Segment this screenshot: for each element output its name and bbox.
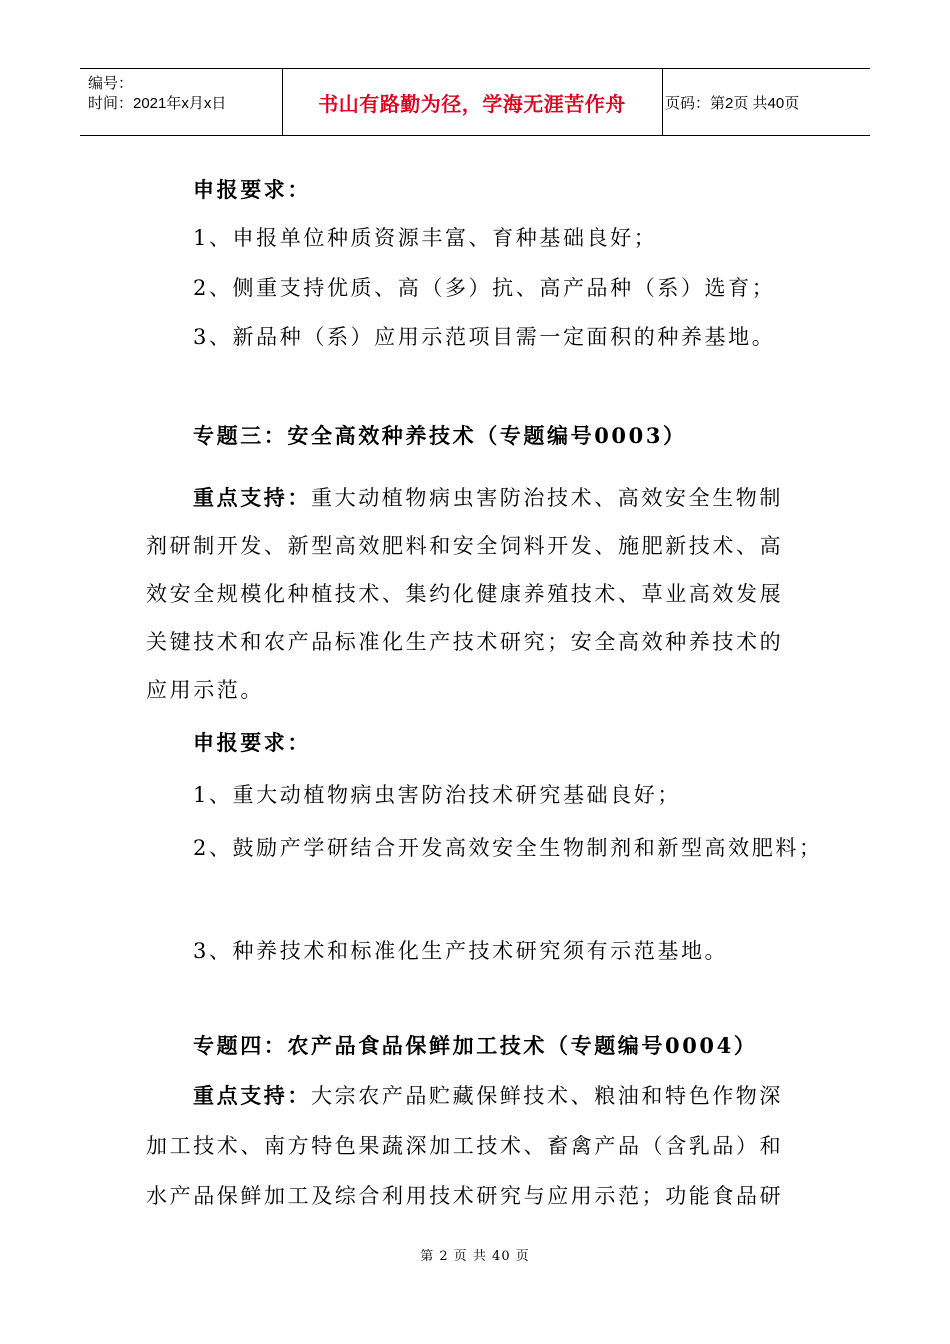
focus-label: 重点支持： (193, 485, 311, 510)
focus-text: 大宗农产品贮藏保鲜技术、粮油和特色作物深 (311, 1084, 783, 1108)
focus-paragraph-line: 加工技术、南方特色果蔬深加工技术、畜禽产品（含乳品）和 (146, 1134, 784, 1158)
focus-paragraph-line: 剂研制开发、新型高效肥料和安全饲料开发、施肥新技术、高 (146, 534, 784, 558)
focus-paragraph-line: 关键技术和农产品标准化生产技术研究；安全高效种养技术的 (146, 630, 784, 654)
topic-title: 专题三：安全高效种养技术（专题编号0003） (193, 423, 687, 448)
document-date: 时间：2021年x月x日 (88, 95, 227, 112)
focus-paragraph-line (193, 1080, 783, 1110)
requirement-item: 3、新品种（系）应用示范项目需一定面积的种养基地。 (193, 325, 776, 349)
requirement-item: 3、种养技术和标准化生产技术研究须有示范基地。 (193, 939, 729, 963)
focus-paragraph-line (193, 482, 783, 512)
focus-paragraph-line: 应用示范。 (146, 678, 264, 702)
focus-text: 重大动植物病虫害防治技术、高效安全生物制 (311, 486, 783, 510)
requirements-heading: 申报要求： (193, 730, 311, 755)
header-divider (662, 69, 663, 135)
focus-label: 重点支持： (193, 1083, 311, 1108)
page-header (80, 68, 870, 136)
requirement-item: 1、申报单位种质资源丰富、育种基础良好； (193, 226, 658, 250)
header-meta (88, 74, 226, 114)
requirement-item: 2、侧重支持优质、高（多）抗、高产品种（系）选育； (193, 276, 776, 300)
page-footer: 第 2 页 共 40 页 (420, 1249, 530, 1264)
topic-title: 专题四：农产品食品保鲜加工技术（专题编号0004） (193, 1033, 758, 1058)
document-number: 编号： (88, 75, 134, 92)
focus-paragraph-line: 水产品保鲜加工及综合利用技术研究与应用示范；功能食品研 (146, 1184, 784, 1208)
focus-paragraph-line: 效安全规模化种植技术、集约化健康养殖技术、草业高效发展 (146, 582, 784, 606)
requirements-heading: 申报要求： (193, 177, 311, 202)
requirement-item: 2、鼓励产学研结合开发高效安全生物制剂和新型高效肥料； (193, 836, 823, 860)
header-page-info: 页码：第2页 共40页 (665, 94, 800, 112)
header-motto: 书山有路勤为径，学海无涯苦作舟 (318, 91, 626, 116)
requirement-item: 1、重大动植物病虫害防治技术研究基础良好； (193, 783, 681, 807)
